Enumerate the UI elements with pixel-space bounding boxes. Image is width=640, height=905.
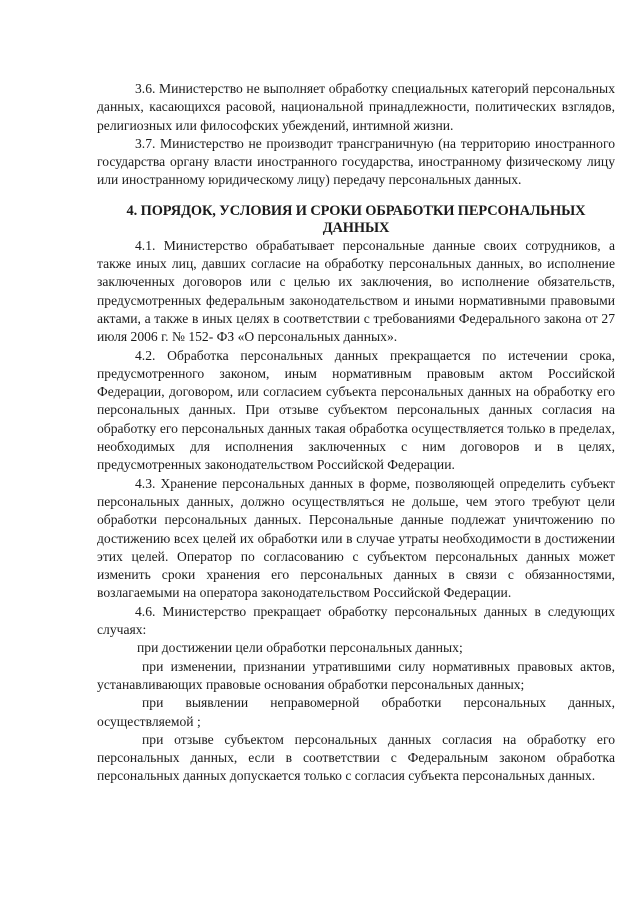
paragraph-4-3: 4.3. Хранение персональных данных в форме, позволяющей определить субъект персональных данных, должно осуществляться не дольше, чем этого требуют цели обработки персональных данных. Персональные данные подлежат уничтожению по достижению всех целей их обработки или в случае утраты необходимости в достижении этих целей. Оператор по согласованию с субъектом персональных данных может изменить сроки хранения его персональных данных в связи с обязанностями, возлагаемыми на оператора законодательством Российской Федерации.: [97, 475, 615, 601]
paragraph-3-7: 3.7. Министерство не производит трансграничную (на территорию иностранного государства органу власти иностранного государства, иностранному физическому лицу или иностранному юридическому лицу) передачу персональных данных.: [97, 135, 615, 188]
paragraph-3-6: 3.6. Министерство не выполняет обработку специальных категорий персональных данных, касающихся расовой, национальной принадлежности, политических взглядов, религиозных или философских убеждений, интимной жизни.: [97, 81, 615, 133]
list-item: при отзыве субъектом персональных данных согласия на обработку его персональных данных, если в соответствии с Федеральным законом обработка персональных данных допускается только с согласия субъекта персональных данных.: [97, 731, 615, 784]
paragraph-4-6: 4.6. Министерство прекращает обработку персональных данных в следующих случаях:: [97, 603, 615, 638]
paragraph-4-2: 4.2. Обработка персональных данных прекращается по истечении срока, предусмотренного законом, иным нормативным правовым актом Российской Федерации, договором, или согласием субъекта персональных данных на обработку его персональных данных. При отзыве субъектом персональных данных согласия на обработку его персональных данных такая обработка осуществляется только в пределах, необходимых для исполнения заключенных с ним договоров и в целях, предусмотренных законодательством Российской Федерации.: [97, 347, 615, 473]
list-item: при изменении, признании утратившими силу нормативных правовых актов, устанавливающих правовые основания обработки персональных данных;: [97, 658, 615, 692]
document-page: [97, 80, 615, 786]
list-item: при выявлении неправомерной обработки персональных данных, осуществляемой ;: [97, 695, 615, 729]
section-heading: 4. ПОРЯДОК, УСЛОВИЯ И СРОКИ ОБРАБОТКИ ПЕРСОНАЛЬНЫХ ДАННЫХ: [126, 202, 586, 236]
paragraph-4-1: 4.1. Министерство обрабатывает персональные данные своих сотрудников, а также иных лиц, давших согласие на обработку персональных данных, во исполнение заключенных договоров или с целью их заключения, во исполнение обязательств, предусмотренных федеральным законодательством и иными нормативными правовыми актами, а также в иных целях в соответствии с требованиями Федерального закона от 27 июля 2006 г. № 152- ФЗ «О персональных данных».: [97, 237, 615, 345]
list-item: при достижении цели обработки персональных данных;: [137, 640, 463, 656]
